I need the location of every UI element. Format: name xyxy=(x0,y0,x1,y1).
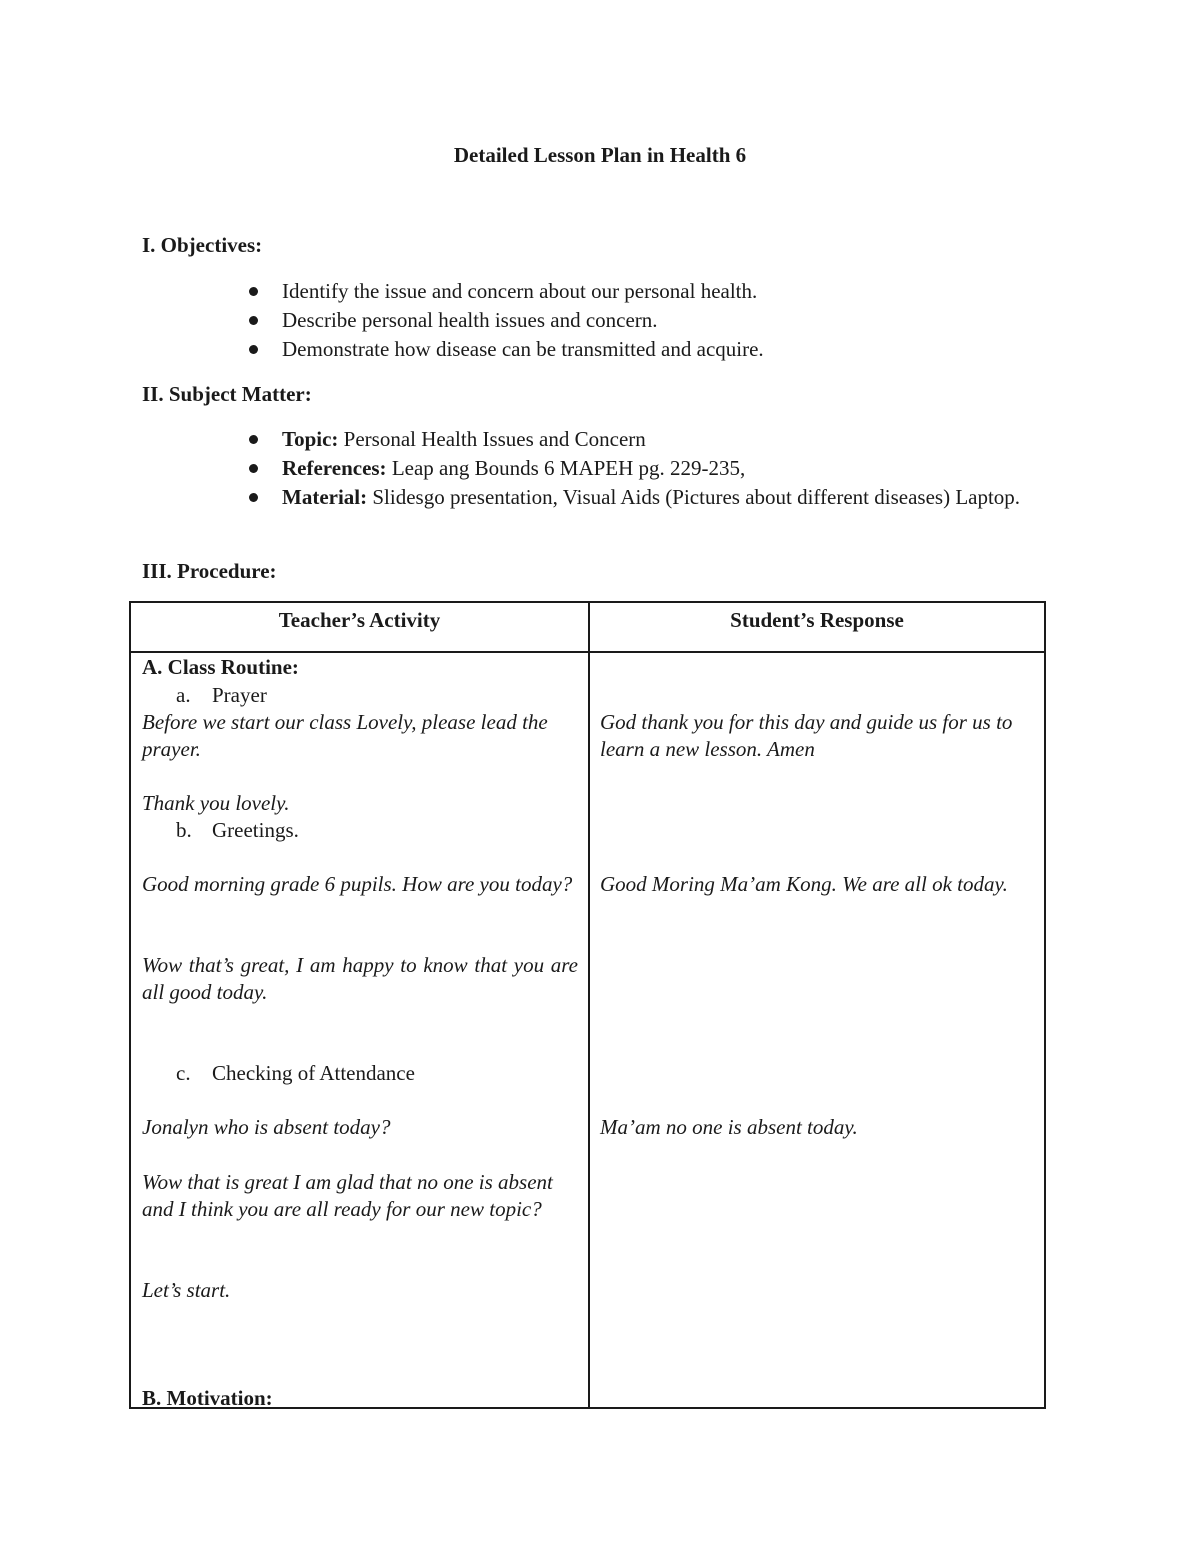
table-header-divider xyxy=(131,651,1044,653)
teacher-attendance-question: Jonalyn who is absent today? xyxy=(142,1115,391,1139)
greetings-item: b. Greetings. xyxy=(176,818,299,842)
motivation-heading: B. Motivation: xyxy=(142,1386,273,1410)
objectives-list xyxy=(245,277,1065,364)
subject-matter-heading: II. Subject Matter: xyxy=(142,382,312,406)
header-student-response: Student’s Response xyxy=(730,608,904,632)
subject-item-topic: Topic: Personal Health Issues and Concern xyxy=(245,425,1065,454)
student-greeting: Good Moring Ma’am Kong. We are all ok today. xyxy=(600,872,1008,896)
procedure-heading: III. Procedure: xyxy=(142,559,277,583)
teacher-reply: Wow that’s great, I am happy to know that you are all good today. xyxy=(142,953,578,1004)
student-prayer: God thank you for this day and guide us for us to learn a new lesson. Amen xyxy=(600,710,1013,761)
bullet-icon xyxy=(249,464,258,473)
procedure-table xyxy=(129,601,1046,1409)
bullet-icon xyxy=(249,287,258,296)
table-column-divider xyxy=(588,603,590,1407)
prayer-item: a. Prayer xyxy=(176,683,267,707)
subject-matter-list xyxy=(245,425,1065,512)
objective-item: Demonstrate how disease can be transmitted and acquire. xyxy=(245,335,1065,364)
bullet-icon xyxy=(249,316,258,325)
document-title: Detailed Lesson Plan in Health 6 xyxy=(453,143,747,167)
student-attendance-answer: Ma’am no one is absent today. xyxy=(600,1115,858,1139)
teacher-start: Let’s start. xyxy=(142,1278,231,1302)
objective-item: Describe personal health issues and concern. xyxy=(245,306,1065,335)
teacher-attendance-reply: Wow that is great I am glad that no one is absent and I think you are all ready for our new topic? xyxy=(142,1170,553,1221)
attendance-item: c. Checking of Attendance xyxy=(176,1061,415,1085)
class-routine-heading: A. Class Routine: xyxy=(142,655,299,679)
header-teacher-activity: Teacher’s Activity xyxy=(278,608,441,632)
objectives-heading: I. Objectives: xyxy=(142,233,263,257)
bullet-icon xyxy=(249,435,258,444)
bullet-icon xyxy=(249,493,258,502)
teacher-thanks: Thank you lovely. xyxy=(142,791,290,815)
bullet-icon xyxy=(249,345,258,354)
teacher-prayer-prompt: Before we start our class Lovely, please lead the prayer. xyxy=(142,710,548,761)
subject-item-material: Material: Slidesgo presentation, Visual Aids (Pictures about different diseases) Laptop. xyxy=(245,483,1065,512)
objective-item: Identify the issue and concern about our personal health. xyxy=(245,277,1065,306)
subject-item-references: References: Leap ang Bounds 6 MAPEH pg. 229-235, xyxy=(245,454,1065,483)
teacher-greeting: Good morning grade 6 pupils. How are you today? xyxy=(142,872,573,896)
